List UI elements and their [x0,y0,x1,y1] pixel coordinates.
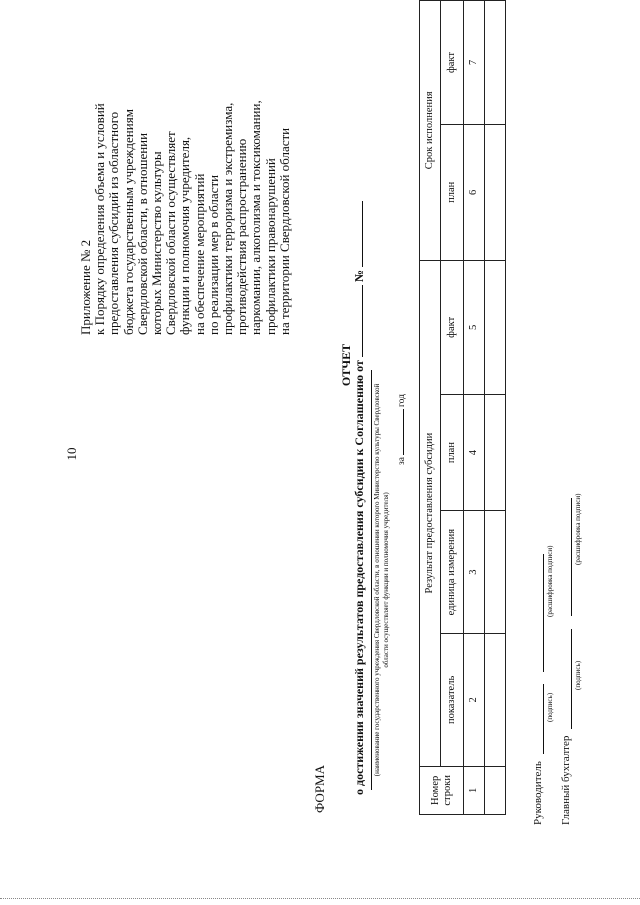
table-subheader-row [441,1,464,815]
header-fact: факт [441,260,464,394]
header-result: Результат предоставления субсидии [420,260,441,766]
table-row [464,1,485,815]
institution-note: (наименование государственного учреждения Свердловской области, в отношении которого Министерство культуры Свердловской области осуществляет функции и полномочия учредителя) [373,383,390,777]
page-number: 10 [64,447,79,461]
column-number: 7 [464,1,485,125]
agreement-number-blank [362,201,363,267]
accountant-label: Главный бухгалтер [560,735,572,825]
appendix-line: Свердловской области осуществляет [163,131,179,335]
appendix-line: на территории Свердловской области [276,127,292,335]
table-cell [485,125,506,261]
appendix-line: бюджета государственным учреждениям [120,109,136,335]
table-cell [485,260,506,394]
accountant-signature-caption: (подпись) [574,660,582,690]
header-fact-deadline: факт [441,1,464,125]
period-suffix: год [397,394,407,408]
director-decoding-caption: (расшифровка подписи) [546,545,554,617]
column-number: 5 [464,260,485,394]
column-number: 6 [464,125,485,261]
accountant-decoding-line [561,498,572,616]
accountant-signature-line [561,629,572,729]
report-subtitle-text: о достижении значений результатов предоставления субсидии к Соглашению от [352,360,366,795]
director-signature-caption: (подпись) [546,692,554,722]
appendix-line: противодействия распространению [234,138,250,335]
agreement-date-blank [362,285,363,357]
header-unit: единица измерения [441,511,464,634]
appendix-line: Свердловской области, в отношении [134,132,150,335]
appendix-line: Приложение № 2 [78,239,93,335]
column-number: 4 [464,395,485,511]
accountant-decoding-caption: (расшифровка подписи) [574,493,582,565]
director-decoding-line [533,554,544,672]
header-plan: план [441,395,464,511]
table-row [485,1,506,815]
appendix-line: профилактики правонарушений [262,158,278,335]
form-label: ФОРМА [312,765,327,813]
appendix-block [79,5,292,335]
header-indicator: показатель [441,634,464,767]
report-subtitle [353,235,366,795]
header-row-number: Номер строки [420,766,464,814]
table-cell [485,395,506,511]
number-sign: № [352,270,366,283]
appendix-line: предоставления субсидий из областного [106,111,122,335]
director-signature-row [532,554,544,825]
column-number: 2 [464,634,485,767]
appendix-line: по реализации мер в области [205,174,221,335]
header-plan-deadline: план [441,125,464,261]
period-prefix: за [397,457,407,465]
table-cell [485,511,506,634]
appendix-line: функции и полномочия учредителя, [177,136,193,335]
table-header-row [420,1,441,815]
appendix-line: на обеспечение мероприятий [191,173,207,335]
report-period [397,394,407,465]
period-year-blank [403,409,404,455]
column-number: 3 [464,511,485,634]
table-cell [485,1,506,125]
report-title: ОТЧЕТ [339,343,353,387]
appendix-line: к Порядку определения объема и условий [92,103,108,335]
report-table [419,0,506,815]
column-number: 1 [464,766,485,814]
table-cell [485,766,506,814]
appendix-line: профилактики терроризма и экстремизма, [220,102,236,335]
header-deadline: Срок исполнения [420,1,441,261]
director-label: Руководитель [532,761,544,825]
institution-name-line [371,370,372,790]
appendix-line: которых Министерство культуры [149,151,165,335]
appendix-line: наркомании, алкоголизма и токсикомании, [248,100,264,335]
accountant-signature-row [560,498,572,825]
table-cell [485,634,506,767]
director-signature-line [533,684,544,754]
